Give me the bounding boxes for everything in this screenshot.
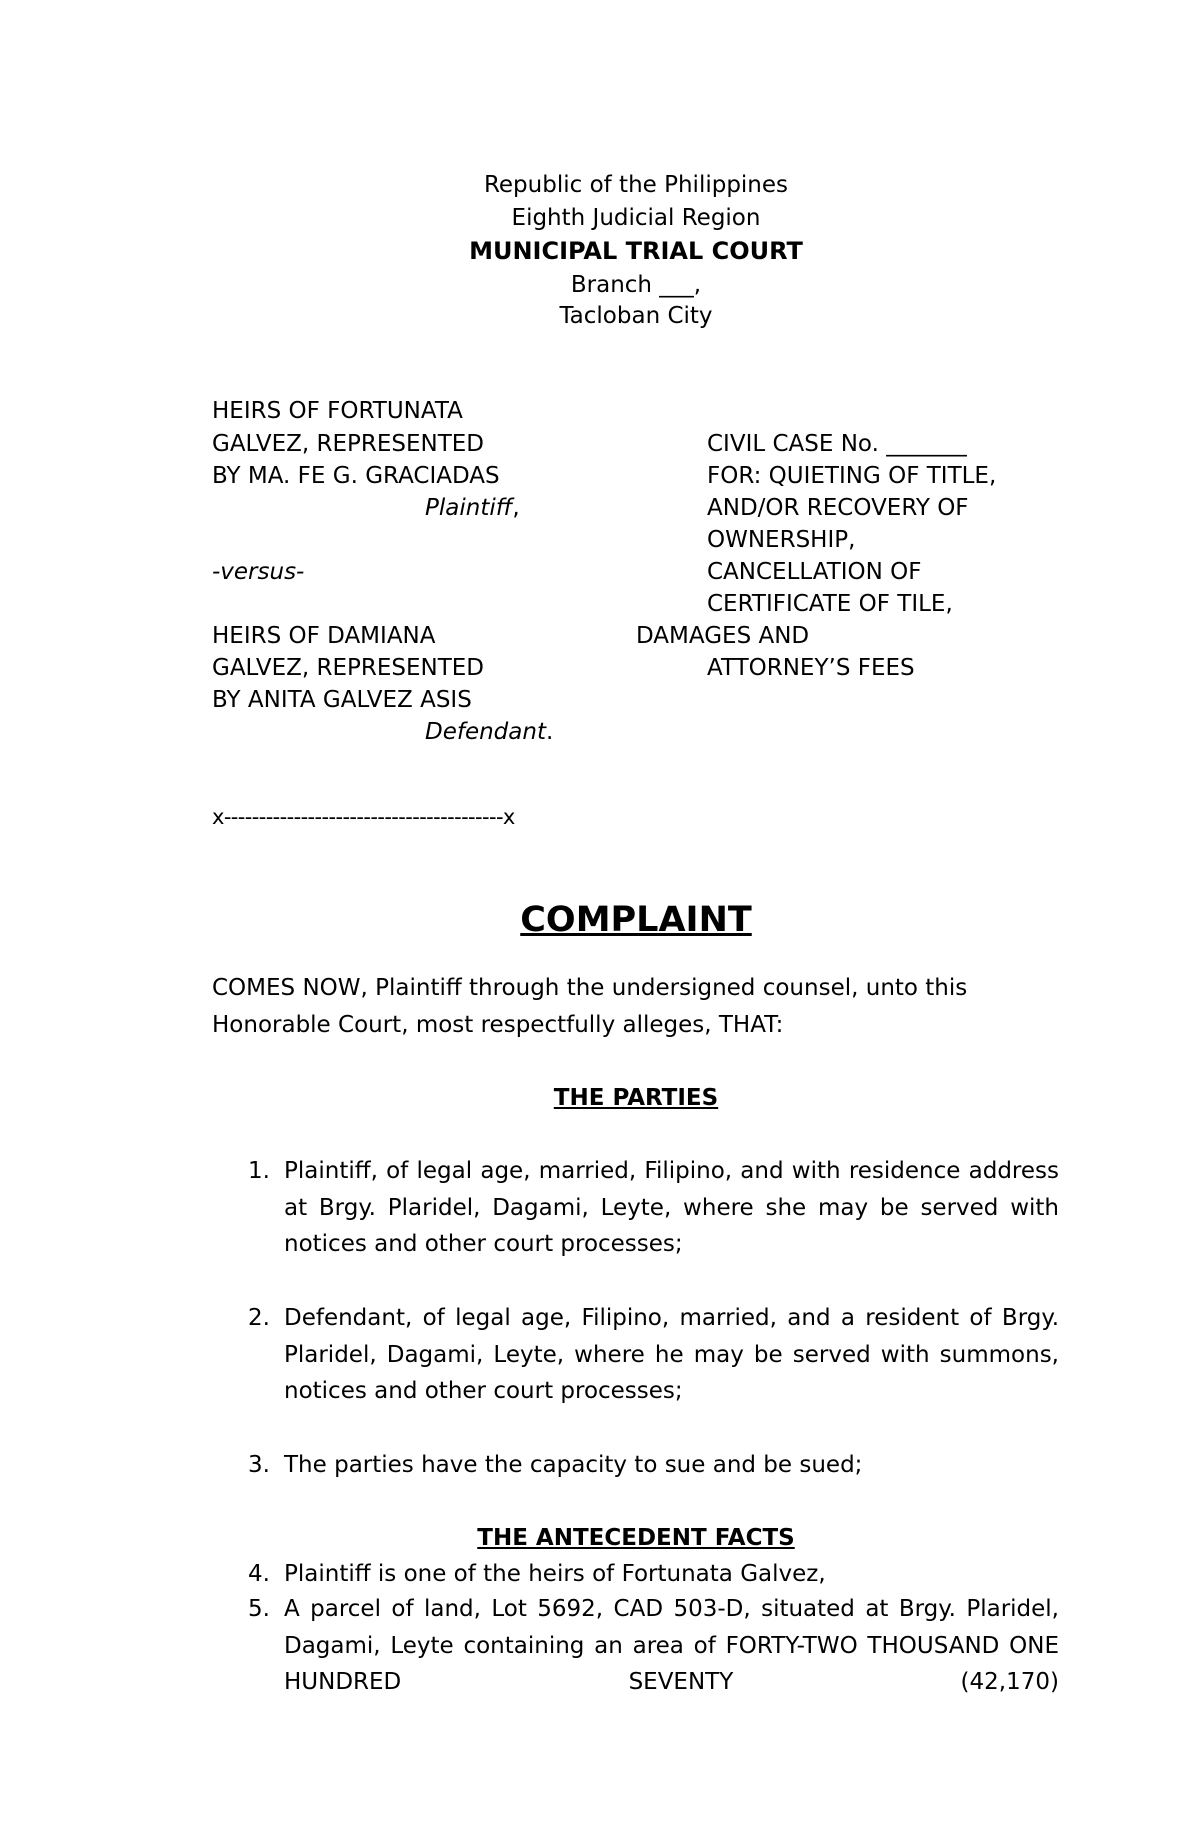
defendant-line: BY ANITA GALVEZ ASIS <box>212 687 472 713</box>
case-nature-line: AND/OR RECOVERY OF <box>707 495 969 521</box>
list-item <box>248 1300 1059 1410</box>
city-line: Tacloban City <box>559 303 713 329</box>
section-heading-parties: THE PARTIES <box>553 1085 719 1111</box>
case-nature-line: FOR: QUIETING OF TITLE, <box>707 463 997 489</box>
list-item <box>248 1153 1059 1263</box>
defendant-line: HEIRS OF DAMIANA <box>212 623 436 649</box>
list-item <box>248 1447 1059 1484</box>
case-nature-line: OWNERSHIP, <box>707 527 856 553</box>
item-text: A parcel of land, Lot 5692, CAD 503-D, situated at Brgy. Plaridel, Dagami, Leyte containing an area of FORTY-TWO THOUSAND ONE HUNDRED SEVENTY (42,170) <box>284 1596 1059 1696</box>
case-nature-line: ATTORNEY’S FEES <box>707 655 915 681</box>
item-number: 4. <box>248 1561 270 1587</box>
versus-label: -versus- <box>212 559 305 585</box>
court-name: MUNICIPAL TRIAL COURT <box>469 237 803 265</box>
case-number: CIVIL CASE No. _______ <box>707 431 967 457</box>
plaintiff-label-text: Plaintiff <box>425 495 513 521</box>
item-text: Plaintiff is one of the heirs of Fortunata Galvez, <box>284 1561 826 1587</box>
plaintiff-line: BY MA. FE G. GRACIADAS <box>212 463 500 489</box>
region-line: Eighth Judicial Region <box>511 205 761 231</box>
defendant-line: GALVEZ, REPRESENTED <box>212 655 485 681</box>
item-number: 5. <box>248 1596 270 1622</box>
document-title: COMPLAINT <box>520 900 752 940</box>
item-number: 3. <box>248 1452 270 1478</box>
item-text: Plaintiff, of legal age, married, Filipino, and with residence address at Brgy. Plaridel, Dagami, Leyte, where she may be served with notices and other court processes; <box>284 1158 1059 1258</box>
item-text: The parties have the capacity to sue and be sued; <box>284 1452 863 1478</box>
case-nature-line: CANCELLATION OF <box>707 559 922 585</box>
republic-line: Republic of the Philippines <box>483 172 789 198</box>
branch-line: Branch ___, <box>570 272 702 298</box>
item-number: 1. <box>248 1158 270 1184</box>
plaintiff-label-punct: , <box>512 495 520 521</box>
list-item <box>248 1591 1059 1701</box>
section-heading-antecedent-facts: THE ANTECEDENT FACTS <box>477 1525 795 1551</box>
list-item <box>248 1556 1059 1593</box>
item-number: 2. <box>248 1305 270 1331</box>
defendant-label-text: Defendant <box>425 719 546 745</box>
case-nature-line: CERTIFICATE OF TILE, <box>707 591 953 617</box>
plaintiff-line: HEIRS OF FORTUNATA <box>212 398 463 424</box>
plaintiff-line: GALVEZ, REPRESENTED <box>212 431 485 457</box>
defendant-label <box>425 716 553 748</box>
item-text: Defendant, of legal age, Filipino, married, and a resident of Brgy. Plaridel, Dagami, Leyte, where he may be served with summons, notices and other court processes; <box>284 1305 1059 1405</box>
plaintiff-label <box>425 492 520 524</box>
defendant-label-punct: . <box>545 719 554 745</box>
intro-paragraph: COMES NOW, Plaintiff through the undersigned counsel, unto this Honorable Court, most respectfully alleges, THAT: <box>212 975 968 1038</box>
caption-separator: x----------------------------------------x <box>212 805 515 829</box>
case-nature-line: DAMAGES AND <box>636 623 810 649</box>
